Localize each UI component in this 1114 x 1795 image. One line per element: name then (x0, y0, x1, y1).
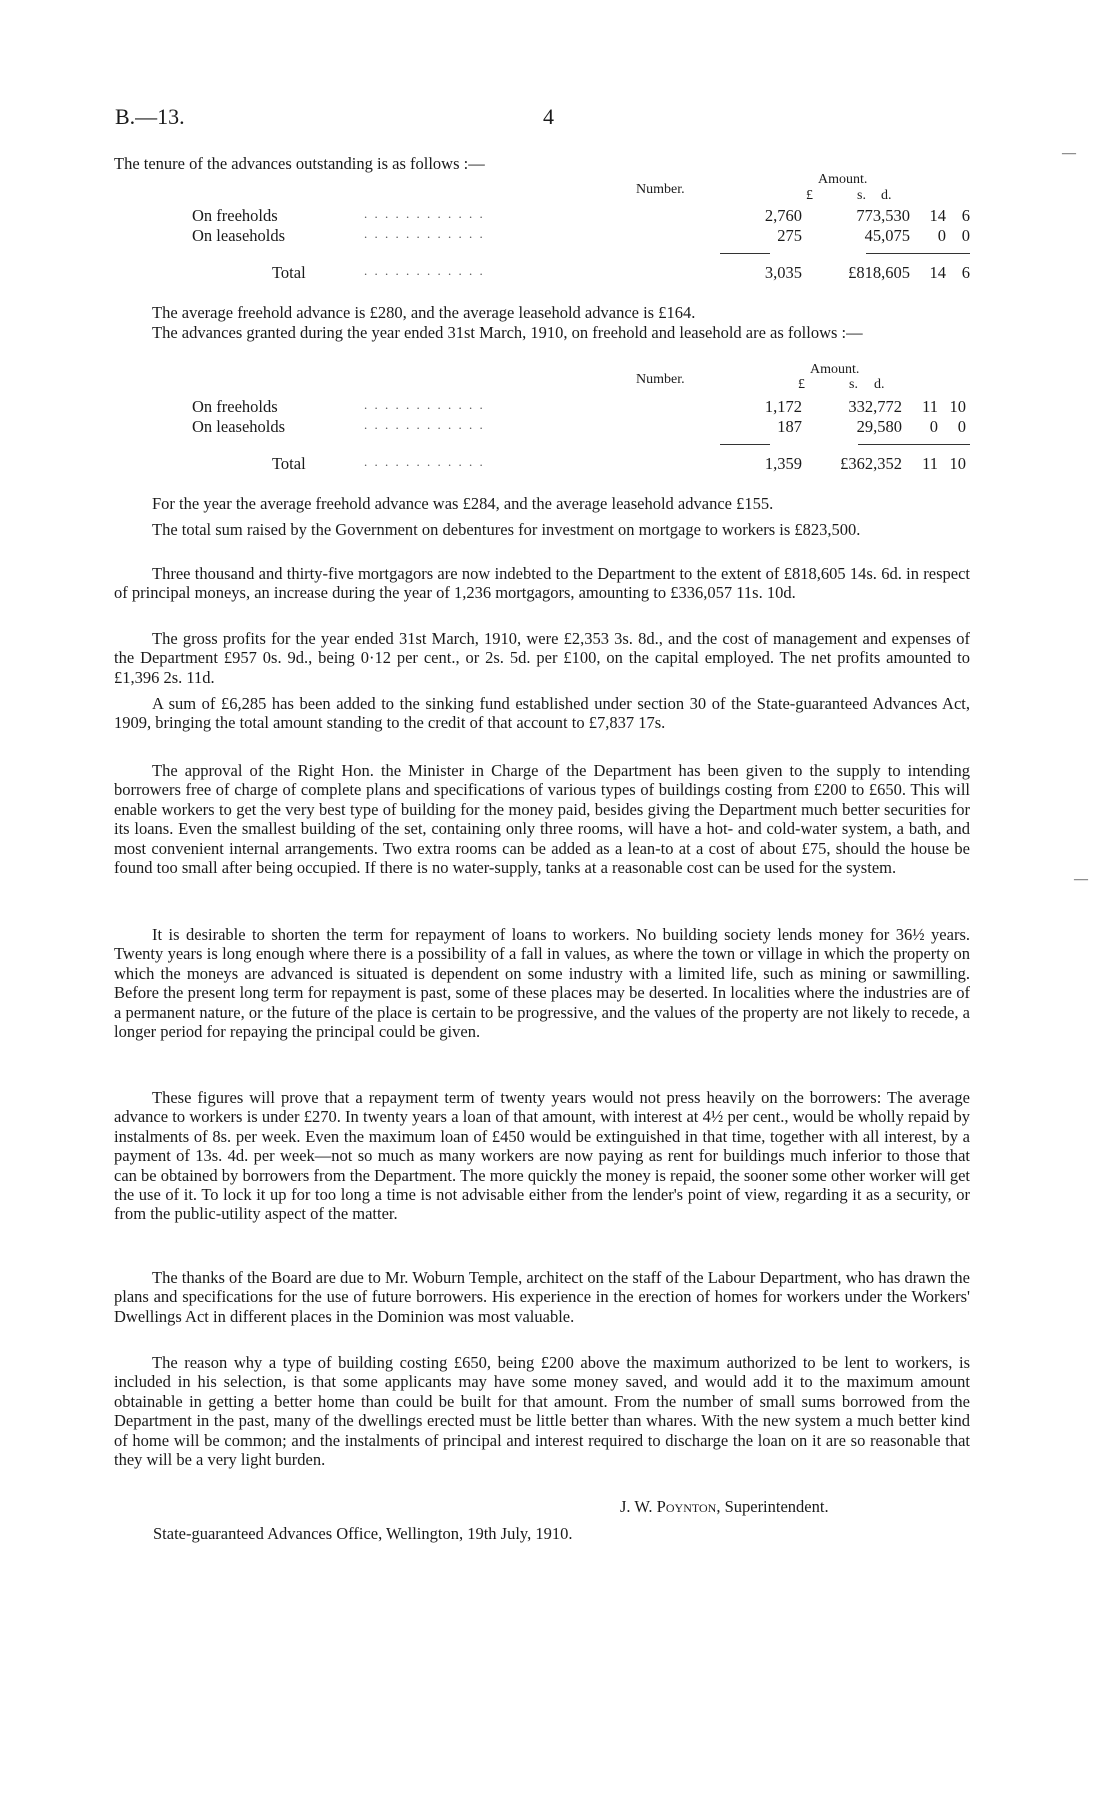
paragraph: The thanks of the Board are due to Mr. Woburn Temple, architect on the staff of the Labour Department, who has drawn the plans and specifications for the use of future borrowers. His experience in the erection of homes for workers under the Workers' Dwellings Act in different places in the Dominion was most valuable. (114, 1268, 970, 1326)
total-shillings: 11 (922, 454, 938, 473)
row-number: 1,172 (764, 397, 802, 416)
leader-dots: . . . . . . . . . . . . (364, 397, 485, 412)
tenure-unit-s: s. (857, 188, 866, 203)
sum-rule (866, 253, 970, 254)
table-row (114, 397, 970, 417)
row-number: 2,760 (764, 206, 802, 225)
margin-mark: — (1074, 872, 1088, 887)
row-pounds: 773,530 (856, 206, 910, 225)
row-number: 275 (777, 226, 802, 245)
page-number: 4 (543, 104, 554, 129)
leader-dots: . . . . . . . . . . . . (364, 454, 485, 469)
paragraph: For the year the average freehold advance was £284, and the average leasehold advance £155. (152, 494, 774, 513)
granted-unit-d: d. (874, 377, 885, 392)
row-number: 187 (777, 417, 802, 436)
total-pence: 6 (961, 263, 970, 282)
sum-rule (720, 444, 770, 445)
granted-intro: The advances granted during the year ended 31st March, 1910, on freehold and leasehold are as follows :— (152, 323, 863, 342)
margin-mark: — (1062, 146, 1076, 161)
granted-col-amount: Amount. (810, 362, 860, 377)
row-pounds: 332,772 (848, 397, 902, 416)
row-pence: 0 (957, 417, 966, 436)
total-label: Total (272, 454, 306, 473)
paragraph: It is desirable to shorten the term for repayment of loans to workers. No building society lends money for 36½ years. Twenty years is long enough where there is a possibility of a fall in values, as where the town or village in which the property on which the moneys are advanced is situated is dependent on some industry with a limited life, such as mining or sawmilling. Before the present long term for repayment is past, some of these places may be deserted. In localities where the industries are of a permanent nature, or the future of the place is certain to be progressive, and the values of the property are not likely to recede, a longer period for repaying the principal could be given. (114, 925, 970, 1042)
report-reference: B.—13. (115, 104, 185, 129)
granted-col-number: Number. (636, 372, 685, 387)
tenure-col-amount: Amount. (818, 172, 868, 187)
sum-rule (720, 253, 770, 254)
row-shillings: 11 (922, 397, 938, 416)
row-label: On leaseholds (192, 417, 286, 436)
row-pence: 10 (949, 397, 966, 416)
leader-dots: . . . . . . . . . . . . (364, 263, 485, 278)
row-pounds: 29,580 (856, 417, 902, 436)
signature-title: , Superintendent. (716, 1497, 829, 1516)
leader-dots: . . . . . . . . . . . . (364, 226, 485, 241)
row-label: On leaseholds (192, 226, 286, 245)
table-row (114, 206, 970, 226)
total-pence: 10 (949, 454, 966, 473)
paragraph: The gross profits for the year ended 31st March, 1910, were £2,353 3s. 8d., and the cost of management and expenses of the Department £957 0s. 9d., being 0·12 per cent., or 2s. 5d. per £100, on the capital employed. The net profits amounted to £1,396 2s. 11d. (114, 629, 970, 687)
tenure-unit-d: d. (881, 188, 892, 203)
tenure-unit-pounds: £ (806, 188, 813, 203)
paragraph: The reason why a type of building costing £650, being £200 above the maximum authorized to be lent to workers, is included in his selection, is that some applicants may have some money saved, and would add it to the maximum amount obtainable in getting a better home than could be built for that amount. From the number of small sums borrowed from the Department in the past, many of the dwellings erected must be little better than whares. With the new system a much better kind of home will be common; and the instalments of principal and interest required to discharge the loan on it are so reasonable that they will be a very light burden. (114, 1353, 970, 1470)
paragraph: The approval of the Right Hon. the Minister in Charge of the Department has been given to the supply to intending borrowers free of charge of complete plans and specifications of various types of buildings costing from £200 to £650. This will enable workers to get the very best type of building for the money paid, besides giving the Department much better securities for its loans. Even the smallest building of the set, containing only three rooms, will have a hot- and cold-water system, a bath, and most convenient internal arrangements. Two extra rooms can be added as a lean-to at a cost of about £75, should the house be found too small after being occupied. If there is no water-supply, tanks at a reasonable cost can be used for the system. (114, 761, 970, 878)
table-total-row (114, 263, 970, 283)
granted-unit-s: s. (849, 377, 858, 392)
total-number: 1,359 (764, 454, 802, 473)
average-paragraph: The average freehold advance is £280, and the average leasehold advance is £164. (152, 303, 696, 322)
row-pence: 0 (961, 226, 970, 245)
signature (620, 1497, 829, 1517)
leader-dots: . . . . . . . . . . . . (364, 206, 485, 221)
place-date: State-guaranteed Advances Office, Wellington, 19th July, 1910. (153, 1524, 573, 1543)
row-pence: 6 (961, 206, 970, 225)
signature-name: J. W. Poynton (620, 1497, 717, 1516)
table-total-row (114, 454, 970, 474)
paragraph: These figures will prove that a repayment term of twenty years would not press heavily on the borrowers: The average advance to workers is under £270. In twenty years a loan of that amount, with interest at 4½ per cent., would be wholly repaid by instalments of 8s. per week. Even the maximum loan of £450 would be extinguished in that time, together with all interest, by a payment of 13s. 4d. per week—not so much as many workers are now paying as rent for buildings much inferior to those that can be obtained by borrowers from the Department. The more quickly the money is repaid, the sooner some other worker will get the use of it. To lock it up for too long a time is not advisable either from the lender's point of view, regarding it as a security, or from the public-utility aspect of the matter. (114, 1088, 970, 1224)
total-pounds: £818,605 (848, 263, 910, 282)
paragraph: Three thousand and thirty-five mortgagors are now indebted to the Department to the extent of £818,605 14s. 6d. in respect of principal moneys, an increase during the year of 1,236 mortgagors, amounting to £336,057 11s. 10d. (114, 564, 970, 603)
sum-rule (858, 444, 970, 445)
total-shillings: 14 (929, 263, 946, 282)
total-pounds: £362,352 (840, 454, 902, 473)
row-shillings: 0 (937, 226, 946, 245)
row-label: On freeholds (192, 397, 278, 416)
row-shillings: 14 (929, 206, 946, 225)
paragraph: A sum of £6,285 has been added to the sinking fund established under section 30 of the State-guaranteed Advances Act, 1909, bringing the total amount standing to the credit of that account to £7,837 17s. (114, 694, 970, 733)
row-label: On freeholds (192, 206, 278, 225)
leader-dots: . . . . . . . . . . . . (364, 417, 485, 432)
table-row (114, 417, 970, 437)
row-pounds: 45,075 (864, 226, 910, 245)
paragraph: The total sum raised by the Government on debentures for investment on mortgage to workers is £823,500. (152, 520, 861, 539)
table-row (114, 226, 970, 246)
total-number: 3,035 (764, 263, 802, 282)
total-label: Total (272, 263, 306, 282)
row-shillings: 0 (929, 417, 938, 436)
tenure-col-number: Number. (636, 182, 685, 197)
tenure-intro: The tenure of the advances outstanding is as follows :— (114, 154, 485, 173)
granted-unit-pounds: £ (798, 377, 805, 392)
